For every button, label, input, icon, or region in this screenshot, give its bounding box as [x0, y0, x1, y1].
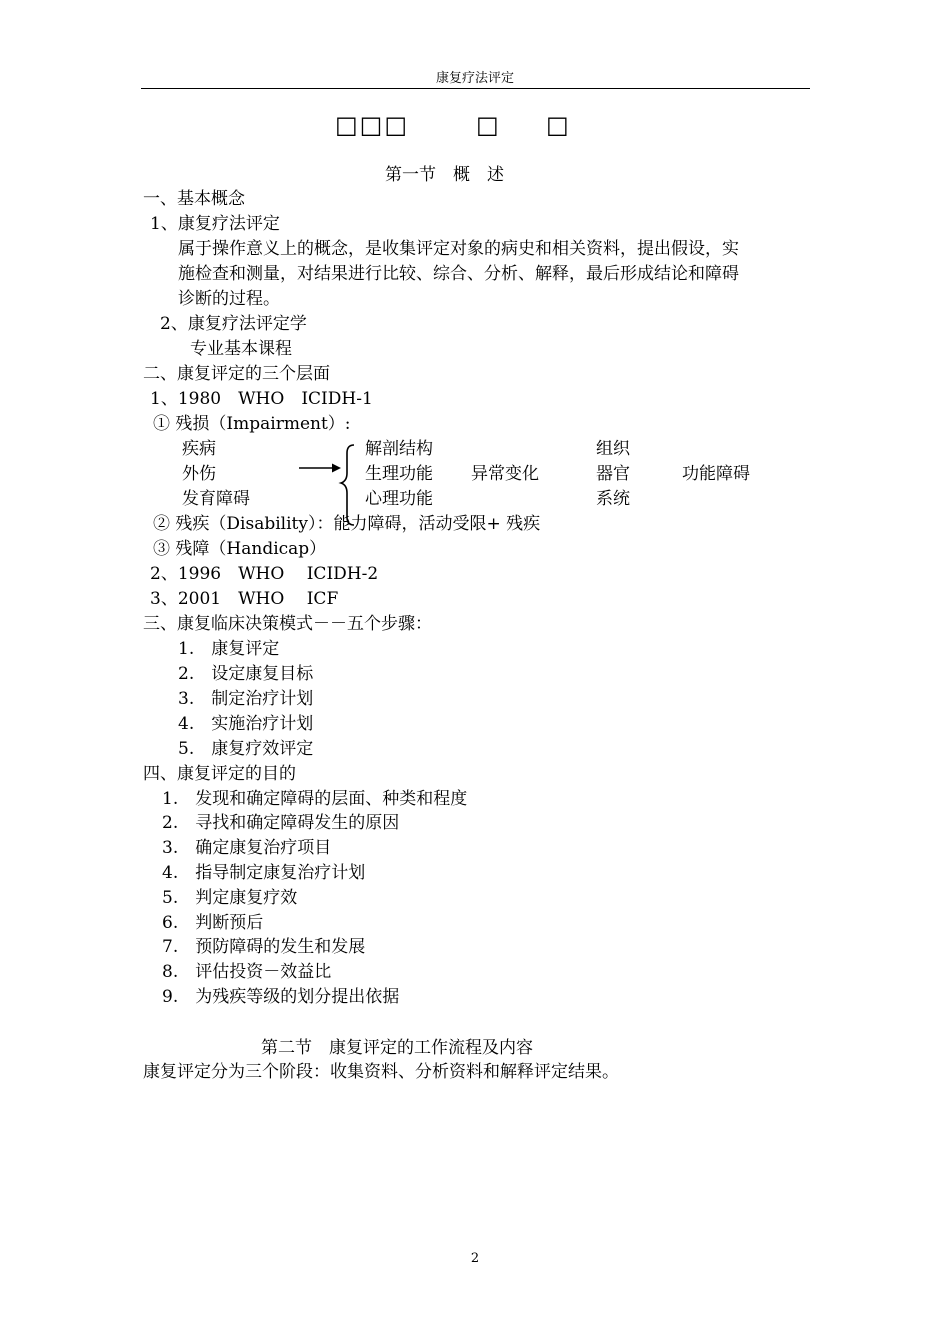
chapter-title-part2: □: [476, 111, 501, 139]
item-icidh-1: 1、1980 WHO ICIDH-1: [150, 389, 373, 409]
item-impairment: ① 残损（Impairment）:: [153, 414, 351, 434]
heading-three-levels: 二、康复评定的三个层面: [143, 364, 330, 384]
list-item-purpose: 9. 为残疾等级的划分提出依据: [162, 987, 400, 1007]
diagram-right-item: 系统: [596, 489, 630, 509]
list-item-step: 3. 制定治疗计划: [178, 689, 314, 709]
section2-title: 第二节 康复评定的工作流程及内容: [261, 1038, 533, 1058]
section1-title: 第一节 概 述: [385, 165, 504, 185]
paragraph-line: 诊断的过程。: [178, 289, 280, 309]
subheading-rehab-evaluation-science: 2、康复疗法评定学: [160, 314, 307, 334]
section2-body: 康复评定分为三个阶段：收集资料、分析资料和解释评定结果。: [143, 1062, 619, 1082]
list-item-purpose: 4. 指导制定康复治疗计划: [162, 863, 366, 883]
paragraph-line: 施检查和测量，对结果进行比较、综合、分析、解释，最后形成结论和障碍: [178, 264, 739, 284]
list-item-step: 4. 实施治疗计划: [178, 714, 314, 734]
subheading-body: 专业基本课程: [190, 339, 292, 359]
chapter-title-part3: □: [546, 111, 571, 139]
diagram-right-item: 器官: [596, 464, 630, 484]
heading-decision-model: 三、康复临床决策模式－－五个步骤：: [143, 614, 432, 634]
chapter-title-part1: □□□: [335, 111, 410, 139]
list-item-step: 2. 设定康复目标: [178, 664, 314, 684]
diagram-result: 功能障碍: [682, 464, 750, 484]
diagram-left-item: 外伤: [182, 464, 216, 484]
diagram-left-item: 发育障碍: [182, 489, 250, 509]
item-icidh-2: 2、1996 WHO ICIDH-2: [150, 564, 379, 584]
list-item-purpose: 1. 发现和确定障碍的层面、种类和程度: [162, 789, 468, 809]
list-item-purpose: 7. 预防障碍的发生和发展: [162, 937, 366, 957]
diagram-change: 异常变化: [471, 464, 539, 484]
list-item-purpose: 2. 寻找和确定障碍发生的原因: [162, 813, 400, 833]
list-item-purpose: 3. 确定康复治疗项目: [162, 838, 332, 858]
page-number: 2: [470, 1251, 480, 1266]
diagram-mid-item: 解剖结构: [365, 439, 433, 459]
diagram-mid-item: 心理功能: [365, 489, 433, 509]
item-handicap: ③ 残障（Handicap）: [153, 539, 327, 559]
diagram-right-item: 组织: [596, 439, 630, 459]
list-item-purpose: 6. 判断预后: [162, 913, 264, 933]
heading-basic-concepts: 一、基本概念: [143, 189, 245, 209]
subheading-rehab-evaluation: 1、康复疗法评定: [150, 214, 280, 234]
header-rule: [141, 88, 810, 89]
running-header: 康复疗法评定: [435, 71, 514, 86]
arrow-right-icon: [298, 461, 342, 475]
list-item-step: 5. 康复疗效评定: [178, 739, 314, 759]
item-disability: ② 残疾（Disability）：能力障碍，活动受限+ 残疾: [153, 514, 541, 534]
diagram-left-item: 疾病: [182, 439, 216, 459]
list-item-purpose: 5. 判定康复疗效: [162, 888, 298, 908]
item-icf: 3、2001 WHO ICF: [150, 589, 339, 609]
list-item-purpose: 8. 评估投资－效益比: [162, 962, 332, 982]
heading-purposes: 四、康复评定的目的: [143, 764, 296, 784]
list-item-step: 1. 康复评定: [178, 639, 280, 659]
paragraph-line: 属于操作意义上的概念，是收集评定对象的病史和相关资料，提出假设，实: [178, 239, 739, 259]
diagram-mid-item: 生理功能: [365, 464, 433, 484]
